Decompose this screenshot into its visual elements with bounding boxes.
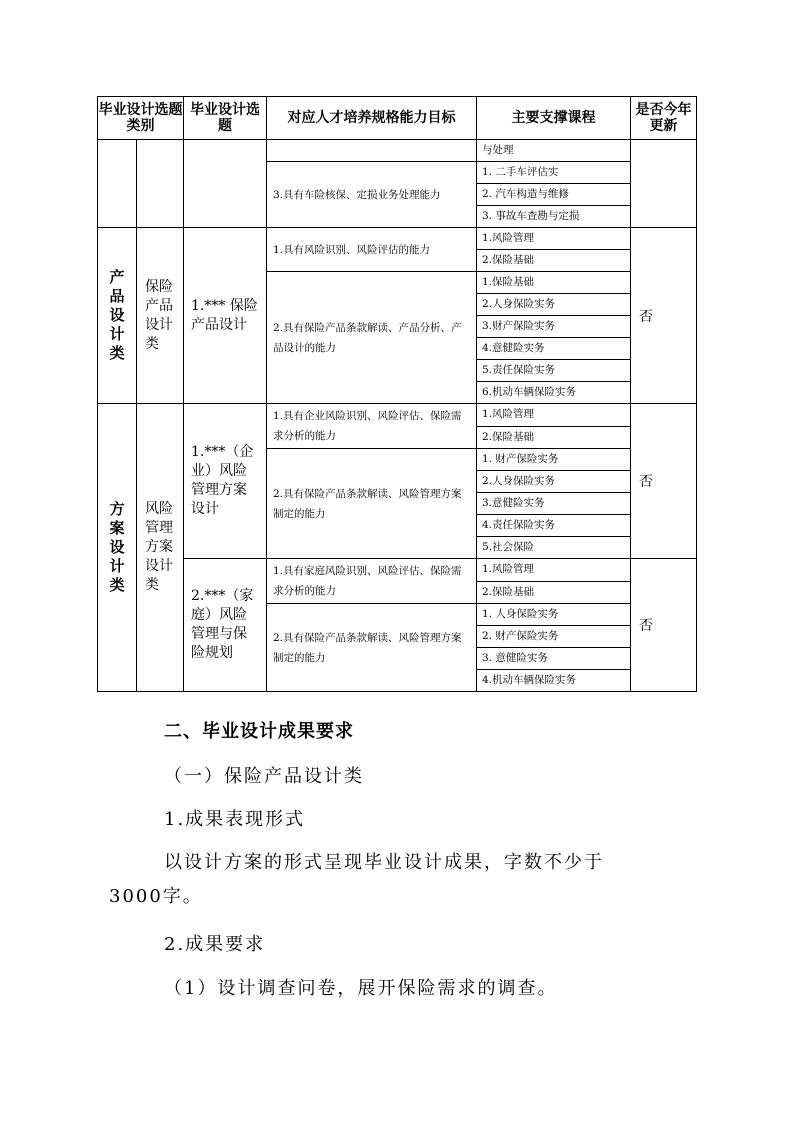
category-label: 产品设计类 <box>109 268 125 362</box>
subcategory-label: 保险产品设计类 <box>145 278 173 352</box>
subsection-heading: （一）保险产品设计类 <box>164 766 364 787</box>
course-cell: 4.机动车辆保险实务 <box>477 670 631 692</box>
course-cell: 4.责任保险实务 <box>477 515 631 537</box>
course-table <box>97 96 697 692</box>
update-cell <box>631 140 697 228</box>
course-cell: 3. 事故车查勘与定损 <box>477 206 631 228</box>
paragraph: 1.成果表现形式 <box>164 809 306 830</box>
course-cell: 3.意健险实务 <box>477 493 631 515</box>
course-cell: 3. 意健险实务 <box>477 648 631 670</box>
ability-cell: 1.具有家庭风险识别、风险评估、保险需求分析的能力 <box>267 559 477 604</box>
update-cell <box>631 559 697 692</box>
topic-cell: 1.***（企业）风险管理方案设计 <box>184 404 267 559</box>
course-cell: 3.财产保险实务 <box>477 316 631 338</box>
paragraph: （1）设计调查问卷，展开保险需求的调查。 <box>164 978 558 999</box>
course-cell: 1.风险管理 <box>477 559 631 582</box>
course-cell: 1. 二手车评估实 <box>477 162 631 184</box>
header-category: 毕业设计选题类别 <box>98 97 184 140</box>
course-cell: 2.人身保险实务 <box>477 471 631 493</box>
course-cell: 1.风险管理 <box>477 404 631 427</box>
header-topic: 毕业设计选题 <box>184 97 267 140</box>
ability-cell: 1.具有企业风险识别、风险评估、保险需求分析的能力 <box>267 404 477 449</box>
update-cell <box>631 228 697 404</box>
course-cell: 2.保险基础 <box>477 581 631 604</box>
ability-cell: 1.具有风险识别、风险评估的能力 <box>267 228 477 272</box>
section-heading: 二、毕业设计成果要求 <box>164 721 354 742</box>
ability-cell: 2.具有保险产品条款解读、风险管理方案制定的能力 <box>267 604 477 692</box>
subcategory-cell <box>137 140 184 228</box>
ability-cell <box>267 140 477 162</box>
paragraph: 以设计方案的形式呈现毕业设计成果，字数不少于 <box>164 852 604 873</box>
topic-cell: 1.*** 保险产品设计 <box>184 228 267 404</box>
course-cell: 5.社会保险 <box>477 537 631 559</box>
course-cell: 2. 财产保险实务 <box>477 626 631 648</box>
update-value: 否 <box>639 618 653 634</box>
course-cell: 4.意健险实务 <box>477 338 631 360</box>
ability-cell: 2.具有保险产品条款解读、产品分析、产品设计的能力 <box>267 272 477 404</box>
ability-cell: 2.具有保险产品条款解读、风险管理方案制定的能力 <box>267 449 477 559</box>
update-cell <box>631 404 697 559</box>
subcategory-cell <box>137 404 184 692</box>
course-cell: 5.责任保险实务 <box>477 360 631 382</box>
update-value: 否 <box>639 308 653 325</box>
course-cell: 2.保险基础 <box>477 250 631 272</box>
ability-cell: 3.具有车险核保、定损业务处理能力 <box>267 162 477 228</box>
topic-cell <box>184 140 267 228</box>
paragraph: 3000字。 <box>109 886 203 907</box>
course-cell: 与处理 <box>477 140 631 162</box>
course-cell: 1. 人身保险实务 <box>477 604 631 626</box>
subcategory-label: 风险管理方案设计类 <box>145 501 173 593</box>
course-cell: 1.保险基础 <box>477 272 631 294</box>
course-cell: 6.机动车辆保险实务 <box>477 382 631 404</box>
course-cell: 2.保险基础 <box>477 426 631 449</box>
header-update: 是否今年更新 <box>631 97 697 140</box>
category-cell <box>98 404 137 692</box>
course-cell: 1.风险管理 <box>477 228 631 250</box>
subcategory-cell <box>137 228 184 404</box>
category-cell <box>98 228 137 404</box>
course-cell: 2. 汽车构造与维修 <box>477 184 631 206</box>
course-cell: 1. 财产保险实务 <box>477 449 631 471</box>
paragraph: 2.成果要求 <box>164 934 266 955</box>
header-ability: 对应人才培养规格能力目标 <box>267 97 477 140</box>
category-label: 方案设计类 <box>109 500 125 594</box>
header-courses: 主要支撑课程 <box>477 97 631 140</box>
category-cell <box>98 140 137 228</box>
topic-cell: 2.***（家庭）风险管理与保险规划 <box>184 559 267 692</box>
update-value: 否 <box>639 474 653 490</box>
course-cell: 2.人身保险实务 <box>477 294 631 316</box>
